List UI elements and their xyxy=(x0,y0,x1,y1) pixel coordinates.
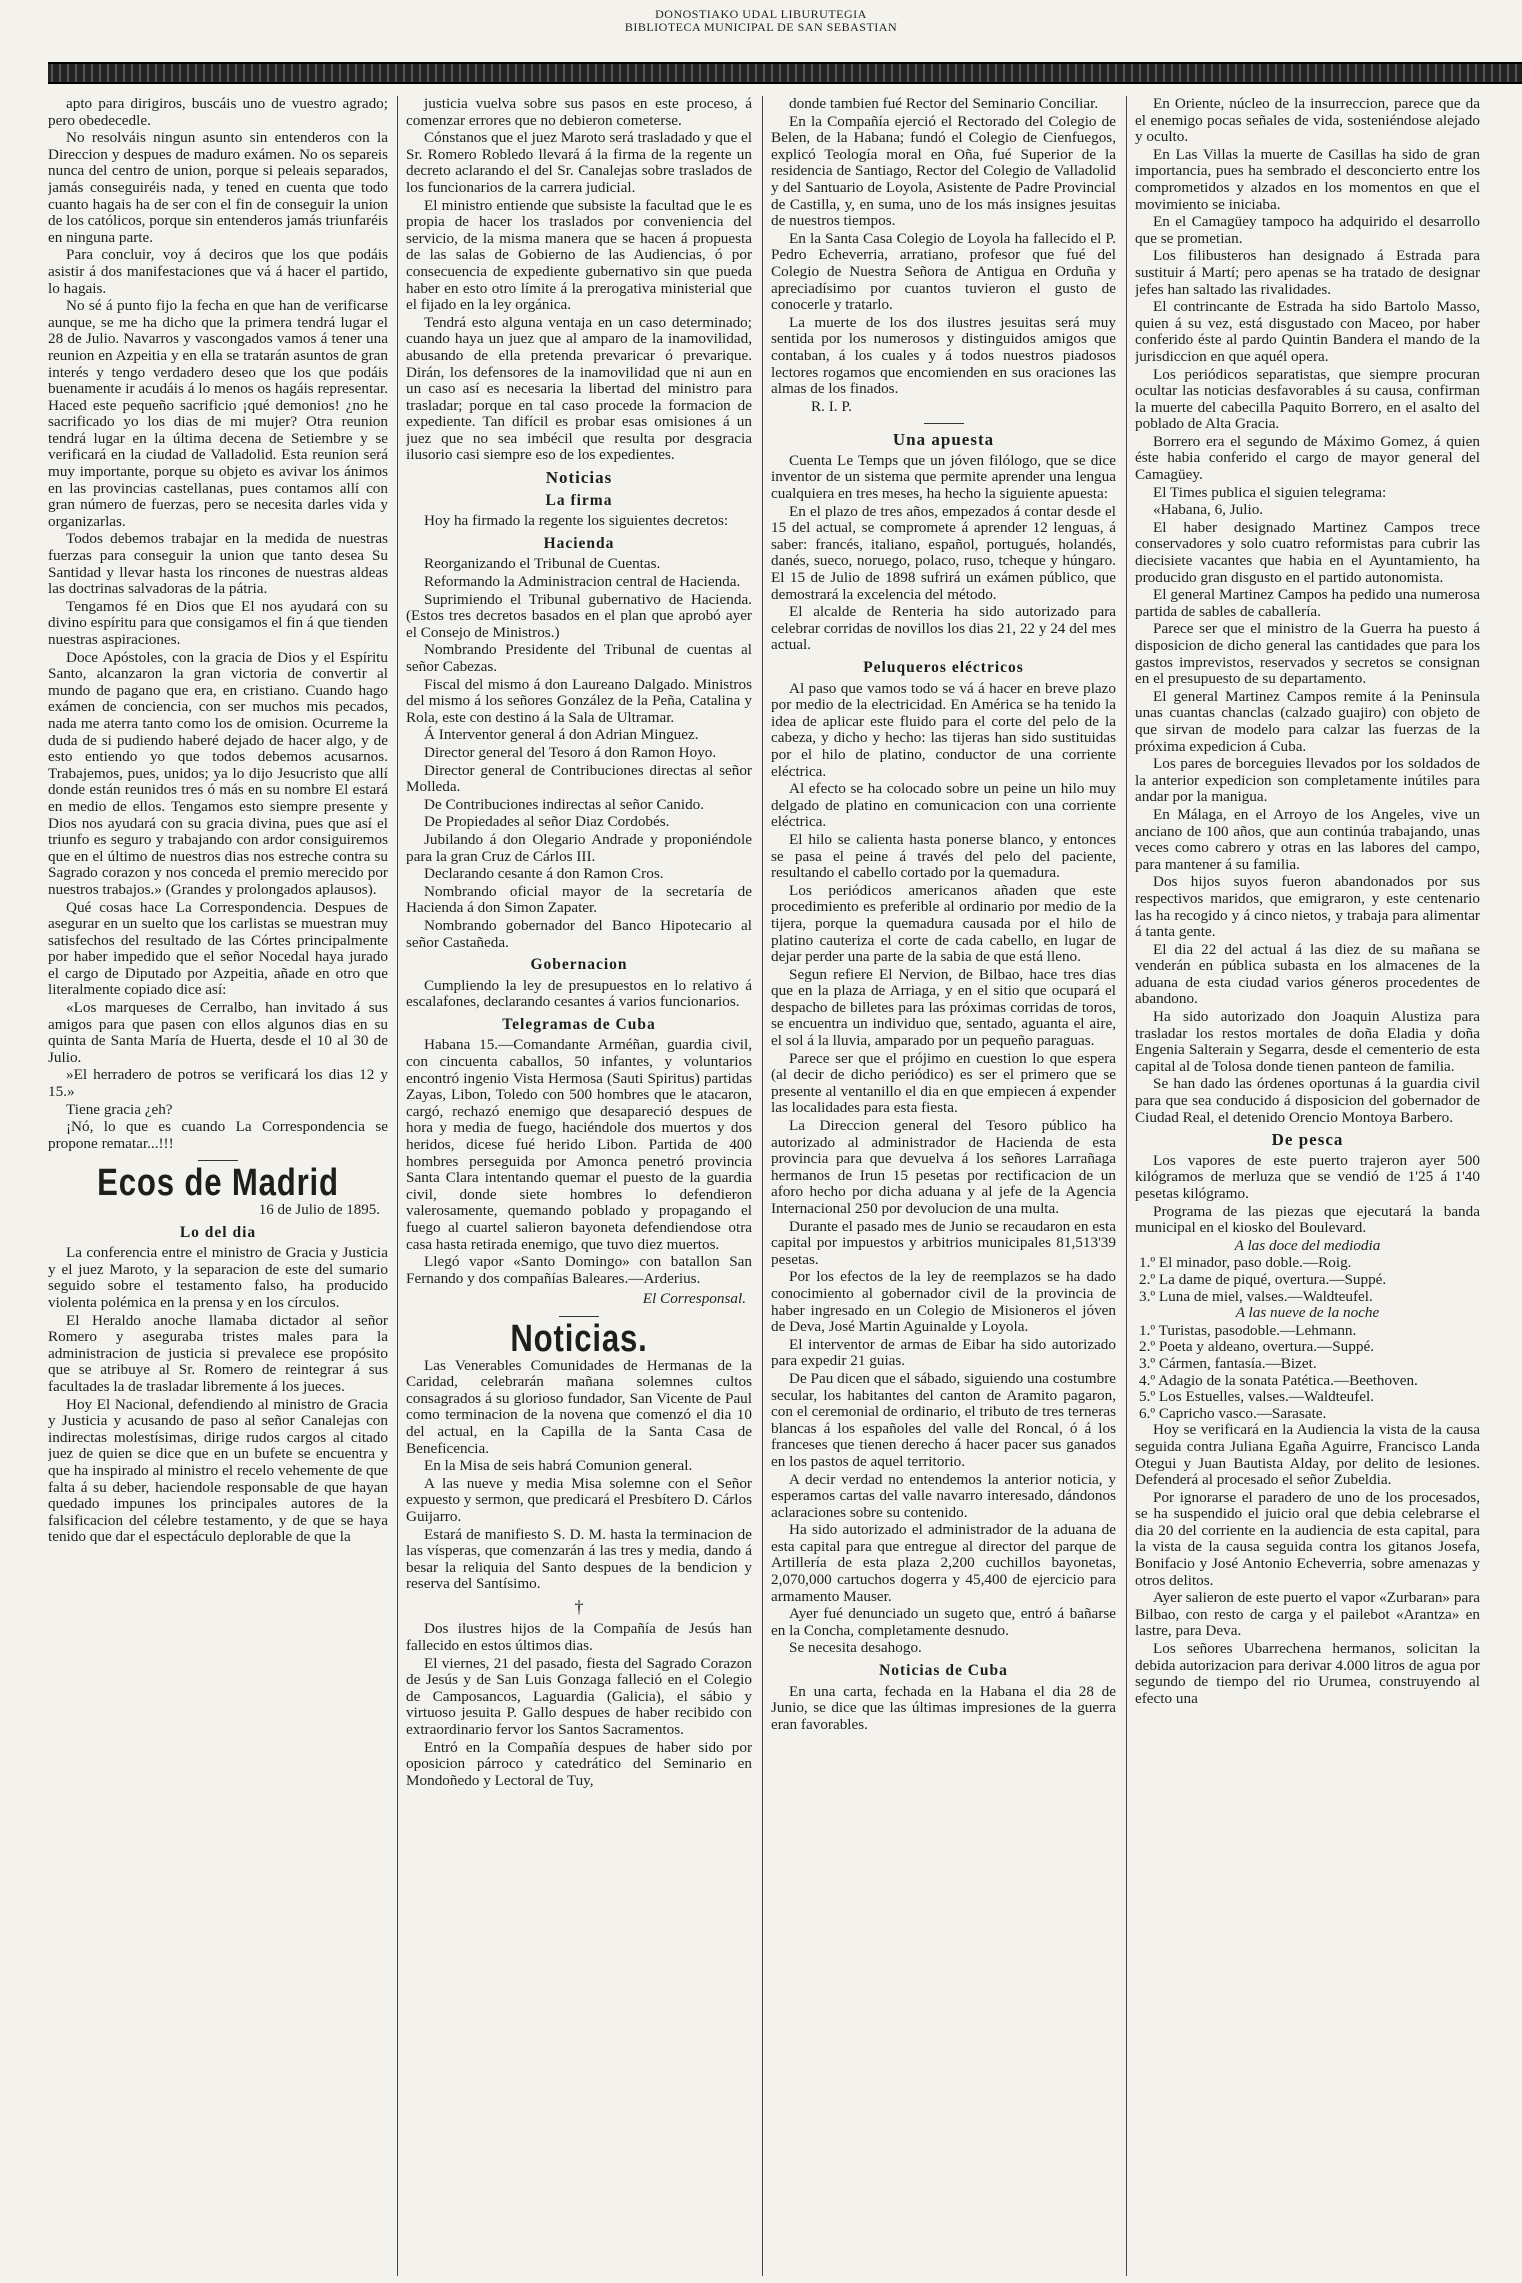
paragraph: Habana 15.—Comandante Arméñan, guardia civil, con cincuenta caballos, 50 infantes, y voluntarios encontró ingenio Vista Hermosa (Sauti Spiritus) partidas Zayas, Libon, Toledo con 500 hombres que le atacaron, cargó, rechazó enemigo que desapareció despues de hora y media de fuego, haciéndole dos muertos y dos heridos, dicese fué herido Libon. Partida de 400 hombres perseguida por Amonca penetró provincia Santa Clara intentando quemar el puesto de la guardia civil, donde siete hombres lo defendieron valerosamente, quemando poblado y propagando el fuego al cuartel salieron bayoneta defendiendose otra casa hasta retirada enemigo, que tuvo diez muertos. xyxy=(406,1036,752,1253)
paragraph: Dos ilustres hijos de la Compañía de Jesús han fallecido en estos últimos dias. xyxy=(406,1620,752,1655)
paragraph: El hilo se calienta hasta ponerse blanco, y entonces se pasa el peine á través del pelo del paciente, resultando el cabello cortado por la quemadura. xyxy=(771,830,1116,882)
column-rule xyxy=(397,96,398,2276)
paragraph: No resolváis ningun asunto sin entenderos con la Direccion y despues de maduro exámen. No os separeis nunca del centro de union, porque si peleais separados, jamás conseguiréis nada, y tened en cuenta que todo cuanto hagais ha de ser con el fin de conseguir la union de los católicos, porque sin entenderos jamás triunfaréis en ninguna parte. xyxy=(48,129,388,246)
program-item: 2.º Poeta y aldeano, overtura.—Suppé. xyxy=(1139,1338,1374,1356)
separator xyxy=(559,1316,599,1317)
program-item: 3.º Luna de miel, valses.—Waldteufel. xyxy=(1139,1287,1373,1305)
paragraph: La Direccion general del Tesoro público ha autorizado al administrador de Hacienda de esta provincia para que devuelva á los señores Larrañaga hermanos de Irun 15 pesetas por rectificacion de un aforo hecho por dicha aduana y al jefe de la Agencia Internacional 250 por devolucion de una multa. xyxy=(771,1117,1116,1217)
big-paragraphs xyxy=(406,1358,752,1593)
program-item: 4.º Adagio de la sonata Patética.—Beethoven. xyxy=(1139,1371,1418,1389)
cuba2-title: Noticias de Cuba xyxy=(879,1662,1008,1680)
paragraph: Todos debemos trabajar en la medida de nuestras fuerzas para conseguir la union que tanto desea Su Santidad y llevar hasta los rincones de nuestras aldeas las doctrinas salvadoras de la pátria. xyxy=(48,530,388,598)
noticias-title: Noticias xyxy=(545,468,613,488)
program-item: 1.º Turistas, pasodoble.—Lehmann. xyxy=(1139,1321,1357,1339)
paragraph: Suprimiendo el Tribunal gubernativo de Hacienda. (Estos tres decretos basados en el plan que aprobó ayer el Consejo de Ministros.) xyxy=(406,590,752,641)
paragraph: Ha sido autorizado el administrador de la aduana de esta capital para que entregue al director del parque de Artillería de esta plaza 2,200 cuchillos bayonetas, 2,070,000 cartuchos dogerra y 45,400 de ejercicio para armamento Mauser. xyxy=(771,1521,1116,1605)
ecos-date: 16 de Julio de 1895. xyxy=(258,1202,380,1218)
paragraph: En una carta, fechada en la Habana el dia 28 de Junio, se dice que las últimas impresiones de la guerra eran favorables. xyxy=(771,1682,1116,1733)
program-morning-heading: A las doce del mediodia xyxy=(1234,1236,1381,1254)
paragraph: El viernes, 21 del pasado, fiesta del Sagrado Corazon de Jesús y de San Luis Gonzaga falleció en el Colegio de Camposancos, Laguardia (Galicia), el sábio y virtuoso jesuita P. Gallo despues de haber recibido con extraordinario fervor los Santos Sacramentos. xyxy=(406,1654,752,1739)
paragraph: Los periódicos americanos añaden que este procedimiento es preferible al ordinario por medio de la tijera, porque la quemadura causada por el hilo de platino cauteriza el corte de cada cabello, en lugar de dejar perder una parte de la sabia de que está lleno. xyxy=(771,881,1116,966)
column-2 xyxy=(406,96,752,2276)
program-item: 2.º La dame de piqué, overtura.—Suppé. xyxy=(1139,1270,1387,1288)
paragraph: Los filibusteros han designado á Estrada para sustituir á Martí; pero apenas se ha tratado de designar jefes han saltado las rivalidades. xyxy=(1135,247,1480,298)
paragraph: De Pau dicen que el sábado, siguiendo una costumbre secular, los habitantes del canton de Aramito pagaron, con el ceremonial de ordinario, el tributo de tres terneras blancas á los españoles del valle del Roncal, ó á los franceses que tienen derecho á hacer pacer sus ganados en los pastos de aquel territorio. xyxy=(771,1369,1116,1470)
paragraph: donde tambien fué Rector del Seminario Conciliar. xyxy=(789,96,1099,112)
column-4 xyxy=(1135,96,1480,2276)
paragraph: Borrero era el segundo de Máximo Gomez, á quien éste habia conferido el cargo de mayor general del Camagüey. xyxy=(1135,432,1480,484)
paragraph: Se han dado las órdenes oportunas á la guardia civil para que sea conducido á disposicion del gobernador de Ciudad Real, el detenido Orencio Montoya Barbero. xyxy=(1135,1075,1480,1126)
big-noticias-title: Noticias. xyxy=(510,1317,648,1360)
paragraph: Programa de las piezas que ejecutará la banda municipal en el kiosko del Boulevard. xyxy=(1135,1202,1480,1237)
archive-header-line2: BIBLIOTECA MUNICIPAL DE SAN SEBASTIAN xyxy=(624,20,898,34)
paragraph: El Heraldo anoche llamaba dictador al señor Romero y aseguraba tristes males para la administracion de justicia si prevalece ese propósito que se atribuye al Sr. Romero de reintegrar á sus facultades la de trasladar libremente á los jueces. xyxy=(48,1311,388,1395)
paragraph: Nombrando gobernador del Banco Hipotecario al señor Castañeda. xyxy=(406,916,752,951)
program-item: 6.º Capricho vasco.—Sarasate. xyxy=(1139,1404,1327,1422)
program-item: 1.º El minador, paso doble.—Roig. xyxy=(1139,1254,1352,1272)
peluqueros-title: Peluqueros eléctricos xyxy=(863,659,1024,676)
paragraph: En Málaga, en el Arroyo de los Angeles, vive un anciano de 100 años, que aun continúa trabajando, unas veces como cabrero y otras en las labores del campo, para mantener á su familia. xyxy=(1135,805,1480,873)
paragraph: En Las Villas la muerte de Casillas ha sido de gran importancia, pues ha sembrado el desconcierto entre los comprometidos y alzados en los momentos en que el movimiento se iniciaba. xyxy=(1135,145,1480,213)
peluqueros-paragraphs xyxy=(771,681,1116,1657)
paragraph: Reorganizando el Tribunal de Cuentas. xyxy=(424,555,661,573)
paragraph: Por ignorarse el paradero de uno de los procesados, se ha suspendido el juicio oral que debia celebrarse el dia 20 del corriente en la audiencia de esta capital, para la vista de la causa seguida contra los gitanos Josefa, Bonifacio y José Antonio Echeverria, sobre amenazas y otros delitos. xyxy=(1135,1488,1480,1589)
paragraph: Cónstanos que el juez Maroto será trasladado y que el Sr. Romero Robledo llevará á la firma de la regente un decreto aclarando el del Sr. Canalejas sobre traslados de los funcionarios de la carrera judicial. xyxy=(406,129,752,196)
paragraph: En la Santa Casa Colegio de Loyola ha fallecido el P. Pedro Echeverria, arratiano, profesor que fué del Colegio de Nuestra Señora de Antigua en Orduña y apreciadísimo por cuantos tuvieron el gusto de conocerle y tratarlo. xyxy=(771,229,1116,314)
col4-paragraphs xyxy=(1135,96,1480,1126)
paragraph: Ayer fué denunciado un sugeto que, entró á bañarse en la Concha, completamente desnudo. xyxy=(771,1605,1116,1639)
paragraph: »El herradero de potros se verificará los dias 12 y 15.» xyxy=(48,1066,388,1101)
paragraph: Durante el pasado mes de Junio se recaudaron en esta capital por impuestos y arbitrios municipales 81,513'39 pesetas. xyxy=(771,1217,1116,1268)
paragraph: ¡Nó, lo que es cuando La Correspondencia se propone rematar...!!! xyxy=(48,1118,388,1152)
program-night-heading: A las nueve de la noche xyxy=(1235,1304,1380,1322)
paragraph: Tiene gracia ¿eh? xyxy=(66,1100,173,1118)
col1-paragraphs xyxy=(48,96,388,1152)
paragraph: Estará de manifiesto S. D. M. hasta la terminacion de las vísperas, que comenzarán á las tres y media, dando á besar la reliquia del Santo despues de la bendicion y reserva del Santísimo. xyxy=(406,1525,752,1593)
paragraph: Qué cosas hace La Correspondencia. Despues de asegurar en un suelto que los carlistas se muestran muy satisfechos del resultado de las Córtes principalmente por haber impedido que el señor Nocedal haya jurado el cargo de Diputado por Azpeitia, añade en otro que literalmente copiado dice así: xyxy=(48,898,388,999)
paragraph: En el Camagüey tampoco ha adquirido el desarrollo que se prometian. xyxy=(1135,213,1480,247)
paragraph: Llegó vapor «Santo Domingo» con batallon San Fernando y dos compañías Baleares.—Arderius. xyxy=(406,1253,752,1287)
paragraph: Segun refiere El Nervion, de Bilbao, hace tres dias que en la plaza de Arriaga, y en el sitio que ocupará el despacho de billetes para las próximas corridas de toros, se encuentra un individuo que, sentado, aguanta el aire, el sol á la lluvia, amparado por un pequeño paraguas. xyxy=(771,965,1116,1050)
paragraph: Ayer salieron de este puerto el vapor «Zurbaran» para Bilbao, con resto de carga y el pailebot «Arantza» en lastre, para Deva. xyxy=(1135,1589,1480,1640)
rip: R. I. P. xyxy=(811,397,852,415)
paragraph: En Oriente, núcleo de la insurreccion, parece que da el enemigo pocas señales de vida, sosteniéndose alejado y oculto. xyxy=(1135,96,1480,146)
paragraph: Los periódicos separatistas, que siempre procuran ocultar las noticias desfavorables á su causa, confirman la muerte del cabecilla Paquito Borrero, en el asalto del poblado de Alta Gracia. xyxy=(1135,365,1480,433)
firma-paragraphs xyxy=(406,513,752,530)
column-1 xyxy=(48,96,388,2276)
program-item: 3.º Cármen, fantasía.—Bizet. xyxy=(1139,1354,1317,1372)
program-item: 5.º Los Estuelles, valses.—Waldteufel. xyxy=(1139,1388,1375,1406)
cuba2-paragraphs xyxy=(771,1684,1116,1734)
paragraph: El alcalde de Renteria ha sido autorizado para celebrar corridas de novillos los dias 21, 22 y 24 del mes actual. xyxy=(771,603,1116,654)
paragraph: El haber designado Martinez Campos trece conservadores y solo cuatro reformistas para cubrir las diecisiete vacantes que habia en el Ayuntamiento, ha producido gran disgusto en el partido autonomista. xyxy=(1135,518,1480,586)
paragraph: Los vapores de este puerto trajeron ayer 500 kilógramos de merluza que se vendió de 1'25 á 1'40 pesetas kilógramo. xyxy=(1135,1151,1480,1202)
paragraph: El general Martinez Campos remite á la Peninsula unas cuantas chanclas (calzado guajiro) con objeto de que sirvan de modelo para calzar las fuerzas de la próxima expedicion á Cuba. xyxy=(1135,687,1480,755)
ecos-title: Ecos de Madrid xyxy=(97,1162,339,1205)
paragraph: No sé á punto fijo la fecha en que han de verificarse aunque, se me ha dicho que la primera tendrá lugar el 28 de Julio. Navarros y vascongados vamos á tener una reunion en Azpeitia y en ella se tratarán asuntos de gran interés y tengo verdadero deseo que los que podáis buenamente ir acudáis á lo menos os hagáis representar. Haced este pequeño sacrificio ¡qué demonios! ¿no he sacrificado yo los dias de mi mujer? Otra reunion tendrá lugar en la última decena de Setiembre y se verificará en la ciudad de Valladolid. Esta reunion será muy importante, porque su objeto es avivar los ánimos en las provincias castellanas, pues contamos allí con gran número de fuerzas, pero se necesita darles vida y organizarlas. xyxy=(48,297,388,530)
paragraph: El contrincante de Estrada ha sido Bartolo Masso, quien á su vez, está disgustado con Maceo, por haber conferido éste al pardo Quintin Bandera el mando de la jurisdiccion en que aquél opera. xyxy=(1135,298,1480,365)
dagger-symbol: † xyxy=(574,1596,584,1617)
paragraph: El dia 22 del actual á las diez de su mañana se venderán en pública subasta en los almacenes de la aduana de esta ciudad varios géneros procedentes de abandono. xyxy=(1135,940,1480,1008)
paragraph: En el plazo de tres años, empezados á contar desde el 15 del actual, se compromete á aprender 12 lenguas, á saber: francés, italiano, español, portugués, holandés, danés, sueco, noruego, polaco, ruso, tcheque y húngaro. El 15 de Julio de 1898 sufrirá un exámen público, que demostrará la excelencia del método. xyxy=(771,502,1116,603)
paragraph: Reformando la Administracion central de Hacienda. xyxy=(424,573,741,591)
paragraph: Parece ser que el prójimo en cuestion lo que espera (al decir de dicho periódico) es ser el primero que se presente al ventanillo el dia en que empiecen á expender las localidades para esta fiesta. xyxy=(771,1049,1116,1117)
paragraph: La muerte de los dos ilustres jesuitas será muy sentida por los numerosos y distinguidos amigos que contaban, á los cuales y á todos nuestros piadosos lectores rogamos que encomienden en sus oraciones las almas de los finados. xyxy=(771,313,1116,398)
column-rule xyxy=(1126,96,1127,2276)
paragraph: Cumpliendo la ley de presupuestos en lo relativo á escalafones, declarando cesantes á varios funcionarios. xyxy=(406,976,752,1011)
hacienda-title: Hacienda xyxy=(543,534,615,552)
paragraph: Tendrá esto alguna ventaja en un caso determinado; cuando haya un juez que al amparo de la inamovilidad, abusando de ella pretenda prevaricar ó prevarique. Dirán, los defensores de la inamovilidad que ni aun en un caso así es necesaria la libertad del ministro para trasladar; porque en tal caso procede la formacion de expediente. Tan difícil es probar esas omisiones á un juez que no sea imbécil que resulta por desgracia ilusorio casi siempre eso de los expedientes. xyxy=(406,313,752,464)
paragraph: Cuenta Le Temps que un jóven filólogo, que se dice inventor de un sistema que permite aprender una lengua cualquiera en tres meses, ha hecho la siguiente apuesta: xyxy=(771,451,1116,503)
paragraph: Hoy se verificará en la Audiencia la vista de la causa seguida contra Juliana Egaña Aguirre, Francisco Landa Otegui y Juan Bautista Alday, por delito de lesiones. Defenderá al procesado el señor Zubeldia. xyxy=(1135,1421,1480,1489)
end-paragraphs xyxy=(1135,1422,1480,1707)
cuba-sign: El Corresponsal. xyxy=(642,1290,746,1308)
archive-header-line1: DONOSTIAKO UDAL LIBURUTEGIA xyxy=(655,7,867,21)
column-3 xyxy=(771,96,1116,2276)
apuesta-title: Una apuesta xyxy=(892,430,995,450)
paragraph: Los señores Ubarrechena hermanos, solicitan la debida autorizacion para derivar 4.000 litros de agua por segundo de tiempo del rio Urumea, construyendo al efecto una xyxy=(1135,1640,1480,1707)
apuesta-paragraphs xyxy=(771,453,1116,654)
paragraph: Director general de Contribuciones directas al señor Molleda. xyxy=(406,761,752,796)
paragraph: Jubilando á don Olegario Andrade y proponiéndole para la gran Cruz de Cárlos III. xyxy=(406,830,752,865)
paragraph: «Habana, 6, Julio. xyxy=(1153,501,1264,519)
cuba-title: Telegramas de Cuba xyxy=(502,1015,656,1033)
paragraph: En la Compañía ejerció el Rectorado del Colegio de Belen, de la Habana; fundó el Colegio de Cienfuegos, explicó Teología moral en Oña, fué Superior de la residencia de Santiago, Rector del Colegio de Valladolid y del Santuario de Loyola, Asistente de Padre Provincial de Castilla, y, en suma, uno de los más insignes jesuitas de nuestros tiempos. xyxy=(771,112,1116,230)
col3-paragraphs xyxy=(771,96,1116,398)
paragraph: Ha sido autorizado don Joaquin Alustiza para trasladar los restos mortales de doña Eladia y doña Engenia Salterain y Segarra, desde el cementerio de esta capital al de Tolosa donde tienen panteon de familia. xyxy=(1135,1008,1480,1075)
pesca-paragraphs xyxy=(1135,1153,1480,1237)
column-rule xyxy=(762,96,763,2276)
firma-title: La firma xyxy=(545,491,613,509)
gobernacion-title: Gobernacion xyxy=(530,956,628,974)
paragraph: Se necesita desahogo. xyxy=(789,1639,922,1657)
paragraph: El general Martinez Campos ha pedido una numerosa partida de sables de caballería. xyxy=(1135,586,1480,620)
decorative-top-border xyxy=(48,62,1522,84)
program-night-list xyxy=(1135,1323,1480,1423)
paragraph: A las nueve y media Misa solemne con el Señor expuesto y sermon, que predicará el Presbítero D. Cárlos Guijarro. xyxy=(406,1474,752,1525)
cuba-paragraphs xyxy=(406,1037,752,1287)
paragraph: Las Venerables Comunidades de Hermanas de la Caridad, celebrarán mañana solemnes cultos consagrados á su glorioso fundador, San Vicente de Paul como terminacion de la novena que comenzó el dia 10 del actual, en la Capilla de la Santa Casa de Beneficencia. xyxy=(406,1356,752,1457)
paragraph: Doce Apóstoles, con la gracia de Dios y el Espíritu Santo, alcanzaron la gran victoria de convertir al mundo de pagano que era, en cristiano. Cuando hago exámen de conciencia, con ser muchos mis pecados, nada me aterra tanto como los de omision. Ocurreme la duda de si pudiendo haberé dejado de hacer algo, y de esto entiendo yo que todos debemos acusarnos. Trabajemos, pues, unidos; ya lo dijo Jesucristo que allí donde están reunidos tres ó más en su nombre El estará en medio de ellos. Tengamos esto siempre presente y Dios nos ayudará con su gracia divina, pues que así el triunfo es seguro y trabajando con ardor consiguiremos que en el último de nuestros dias nos estreche contra su Sagrado corazon y nos conceda el premio merecido por nuestros trabajos.» (Grandes y prolongados aplausos). xyxy=(48,648,388,898)
gobernacion-paragraphs xyxy=(406,978,752,1011)
paragraph: Al efecto se ha colocado sobre un peine un hilo muy delgado de platino en comunicacion con una corriente eléctrica. xyxy=(771,780,1116,831)
paragraph: apto para dirigiros, buscáis uno de vuestro agrado; pero obedecedle. xyxy=(48,96,388,129)
paragraph: De Contribuciones indirectas al señor Canido. xyxy=(424,795,705,813)
paragraph: Fiscal del mismo á don Laureano Dalgado. Ministros del mismo á los señores González de la Peña, Catalina y Rola, este con destino á la Sala de Ultramar. xyxy=(406,675,752,726)
hacienda-paragraphs xyxy=(406,556,752,951)
paragraph: Hoy El Nacional, defendiendo al ministro de Gracia y Justicia y acusando de paso al señor Canalejas con indirectas molestísimas, dirige rudos cargos al citado juez de quien se dice que en un bufete se encuentra y que ha inspirado al ministro el recelo vehemente de que falta á su deber, haciendole responsable de que hayan quedado impunes los principales autores de la falsificacion del célebre testamento, y de que se haya tenido que dar el espectáculo deplorable de que la xyxy=(48,1395,388,1546)
paragraph: Hoy ha firmado la regente los siguientes decretos: xyxy=(424,512,729,530)
archive-header xyxy=(0,8,1522,34)
separator xyxy=(924,423,964,424)
pesca-title: De pesca xyxy=(1271,1130,1344,1150)
ecos-paragraphs xyxy=(48,1245,388,1546)
paragraph: Tengamos fé en Dios que El nos ayudará con su divino espíritu para que consigamos el fin á que tienden nuestras aspiraciones. xyxy=(48,597,388,648)
col2-paragraphs xyxy=(406,96,752,464)
program-morning-list xyxy=(1135,1255,1480,1305)
paragraph: El Times publica el siguien telegrama: xyxy=(1153,483,1387,501)
paragraph: De Propiedades al señor Diaz Cordobés. xyxy=(424,813,670,831)
paragraph: Á Interventor general á don Adrian Minguez. xyxy=(424,726,699,744)
paragraph: Por los efectos de la ley de reemplazos se ha dado conocimiento al gobernador civil de la provincia de haber ingresado en un Colegio de Misioneros el jóven de Deva, José Martin Aguinalde y Loyola. xyxy=(771,1268,1116,1336)
paragraph: justicia vuelva sobre sus pasos en este proceso, á comenzar errores que no debieron cometerse. xyxy=(406,96,752,129)
paragraph: En la Misa de seis habrá Comunion general. xyxy=(424,1457,693,1475)
paragraph: Parece ser que el ministro de la Guerra ha puesto á disposicion de dicho general las cantidades que para los gastos imprevistos, reservados y secretos se consignan en el presupuesto de su departamento. xyxy=(1135,620,1480,688)
paragraph: Nombrando Presidente del Tribunal de cuentas al señor Cabezas. xyxy=(406,641,752,675)
paragraph: A decir verdad no entendemos la anterior noticia, y esperamos cartas del valle navarro interesado, dándonos aclaraciones sobre su contenido. xyxy=(771,1470,1116,1521)
paragraph: El interventor de armas de Eibar ha sido autorizado para expedir 21 guias. xyxy=(771,1335,1116,1370)
ecos-subtitle: Lo del dia xyxy=(179,1223,257,1241)
paragraph: Entró en la Compañía despues de haber sido por oposicion párroco y catedrático del Seminario en Mondoñedo y Lectoral de Tuy, xyxy=(406,1738,752,1789)
paragraph: Nombrando oficial mayor de la secretaría de Hacienda á don Simon Zapater. xyxy=(406,882,752,917)
paragraph: Declarando cesante á don Ramon Cros. xyxy=(424,865,664,883)
paragraph: Los pares de borceguies llevados por los soldados de la anterior expedicion son completamente inútiles para andar por la manigua. xyxy=(1135,755,1480,806)
paragraph: Al paso que vamos todo se vá á hacer en breve plazo por medio de la electricidad. En América se ha tenido la idea de aplicar este fluido para el corte del pelo de la cabeza, y dicho y hecho: las tijeras han sido sustituidas por el hilo de platino, conductor de una corriente eléctrica. xyxy=(771,679,1116,780)
paragraph: «Los marqueses de Cerralbo, han invitado á sus amigos para que pasen con ellos algunos dias en su quinta de Santa María de Huerta, desde el 10 al 30 de Julio. xyxy=(48,999,388,1066)
paragraph: El ministro entiende que subsiste la facultad que le es propia de hacer los traslados por conveniencia del servicio, de la misma manera que se hacen á propuesta de las salas de Gobierno de las Audiencias, ó por consecuencia de expediente gubernativo sin que pueda haber en esto otro límite á la prerogativa ministerial que el fijado en la ley orgánica. xyxy=(406,196,752,314)
paragraph: Para concluir, voy á deciros que los que podáis asistir á dos manifestaciones que vá á hacer el partido, lo hagais. xyxy=(48,246,388,297)
paragraph: Director general del Tesoro á don Ramon Hoyo. xyxy=(424,743,717,761)
paragraph: Dos hijos suyos fueron abandonados por sus respectivos maridos, que emigraron, y este centenario las ha recogido y á cinco nietos, y trabaja para alimentar á tanta gente. xyxy=(1135,873,1480,941)
separator xyxy=(198,1160,238,1161)
paragraph: La conferencia entre el ministro de Gracia y Justicia y el juez Maroto, y la separacion de este del sumario seguido sobre el testamento falso, ha producido violenta polémica en la prensa y en los círculos. xyxy=(48,1244,388,1311)
last-paragraphs xyxy=(406,1621,752,1789)
